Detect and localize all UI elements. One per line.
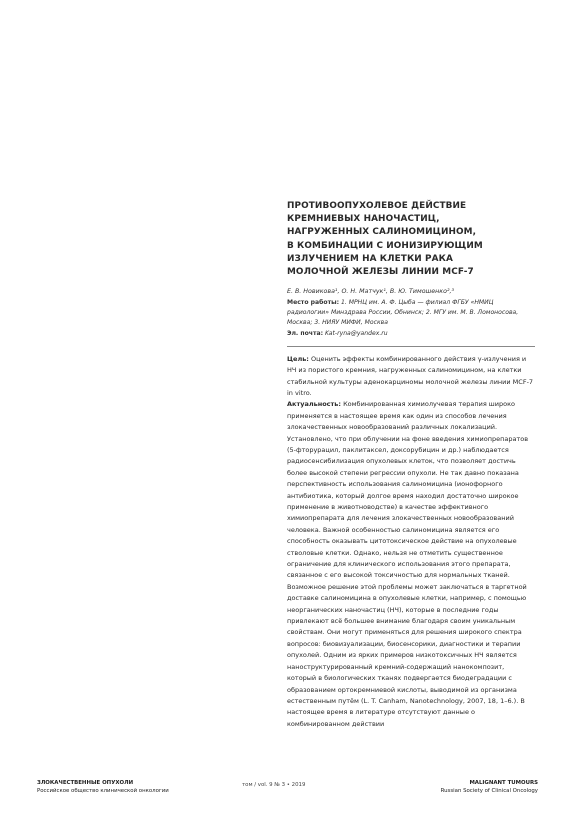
- email-link[interactable]: Kat-ryna@yandex.ru: [323, 329, 388, 337]
- aim-text: Оценить эффекты комбинированного действия γ-излучения и НЧ из пористого кремния, нагруженных салиномицином, на клетки стабильной культуры аденокарциномы молочной железы линии MCF-7 in vitro.: [287, 354, 534, 397]
- title-line: В КОМБИНАЦИИ С ИОНИЗИРУЮЩИМ: [287, 240, 483, 251]
- society-en: Russian Society of Clinical Oncology: [440, 788, 538, 794]
- affiliation-text: 1. МРНЦ им. А. Ф. Цыба — филиал ФГБУ «НМИЦ радиологии» Минздрава России, Обнинск; 2. МГУ им. М. В. Ломоносова, Москва; 3. НИЯУ МИФИ, Москва: [287, 298, 519, 326]
- article-block: [287, 200, 535, 730]
- email-line: [287, 329, 535, 339]
- journal-title-ru: ЗЛОКАЧЕСТВЕННЫЕ ОПУХОЛИ: [37, 780, 134, 786]
- footer-right: [441, 779, 538, 795]
- affiliation-label: Место работы:: [287, 298, 340, 306]
- article-title: [287, 200, 535, 279]
- title-line: МОЛОЧНОЙ ЖЕЛЕЗЫ ЛИНИИ MCF-7: [287, 267, 474, 278]
- relevance-label: Актуальность:: [287, 400, 341, 409]
- authors: Е. В. Новикова¹, О. Н. Матчук¹, В. Ю. Тимошенко²,³: [287, 288, 455, 296]
- title-line: КРЕМНИЕВЫХ НАНОЧАСТИЦ,: [287, 214, 440, 225]
- aim-paragraph: [287, 354, 535, 400]
- aim-label: Цель:: [287, 354, 309, 363]
- journal-title-en: MALIGNANT TUMOURS: [469, 780, 538, 786]
- relevance-paragraph: [287, 399, 535, 730]
- affiliations: [287, 298, 535, 328]
- abstract: [287, 354, 535, 730]
- footer-left: [37, 779, 169, 795]
- society-ru: Российское общество клинической онкологии: [37, 788, 169, 794]
- divider: [287, 346, 535, 347]
- title-line: ПРОТИВООПУХОЛЕВОЕ ДЕЙСТВИЕ: [287, 201, 467, 211]
- title-line: ИЗЛУЧЕНИЕМ НА КЛЕТКИ РАКА: [287, 253, 453, 264]
- volume-info: том / vol. 9 № 3 • 2019: [242, 782, 306, 788]
- email-label: Эл. почта:: [287, 329, 324, 337]
- title-line: НАГРУЖЕННЫХ САЛИНОМИЦИНОМ,: [287, 227, 477, 238]
- relevance-text: Комбинированная химиолучевая терапия широко применяется в настоящее время как один из способов лечения злокачественных новообразований различных локализаций. Установлено, что при облучении на фоне введения химиопрепаратов (5-фторурацил, паклитаксел, доксорубицин и др.) наблюдается радиосенсибилизация опухолевых клеток, что позволяет достичь более высокой степени регрессии опухоли. Не так давно показана перспективность использования салиномицина (ионофорного антибиотика, который долгое время находил достаточно широкое применение в животноводстве) в качестве эффективного химиопрепарата для лечения злокачественных новообразований человека. Важной особенностью салиномицина является его способность оказывать цитотоксическое действие на опухолевые стволовые клетки. Однако, нельзя не отметить существенное ограничение для клинического использования этого препарата, связанное с его высокой токсичностью для нормальных тканей. Возможное решение этой проблемы может заключаться в таргетной доставке салиномицина в опухолевые клетки, например, с помощью неорганических наночастиц (НЧ), которые в последние годы привлекают всё большее внимание благодаря своим уникальным свойствам. Они могут применяться для решения широкого спектра вопросов: биовизуализации, биосенсорики, диагностики и терапии опухолей. Одним из ярких примеров низкотоксичных НЧ является наноструктурированный кремний-содержащий нанокомпозит, который в биологических тканях подвергается биодеградации с образованием ортокремниевой кислоты, выводимой из организма естественным путём (L. T. Canham, Nanotechnology, 2007, 18, 1–6.). В настоящее время в литературе отсутствуют данные о комбинированном действии: [287, 400, 529, 728]
